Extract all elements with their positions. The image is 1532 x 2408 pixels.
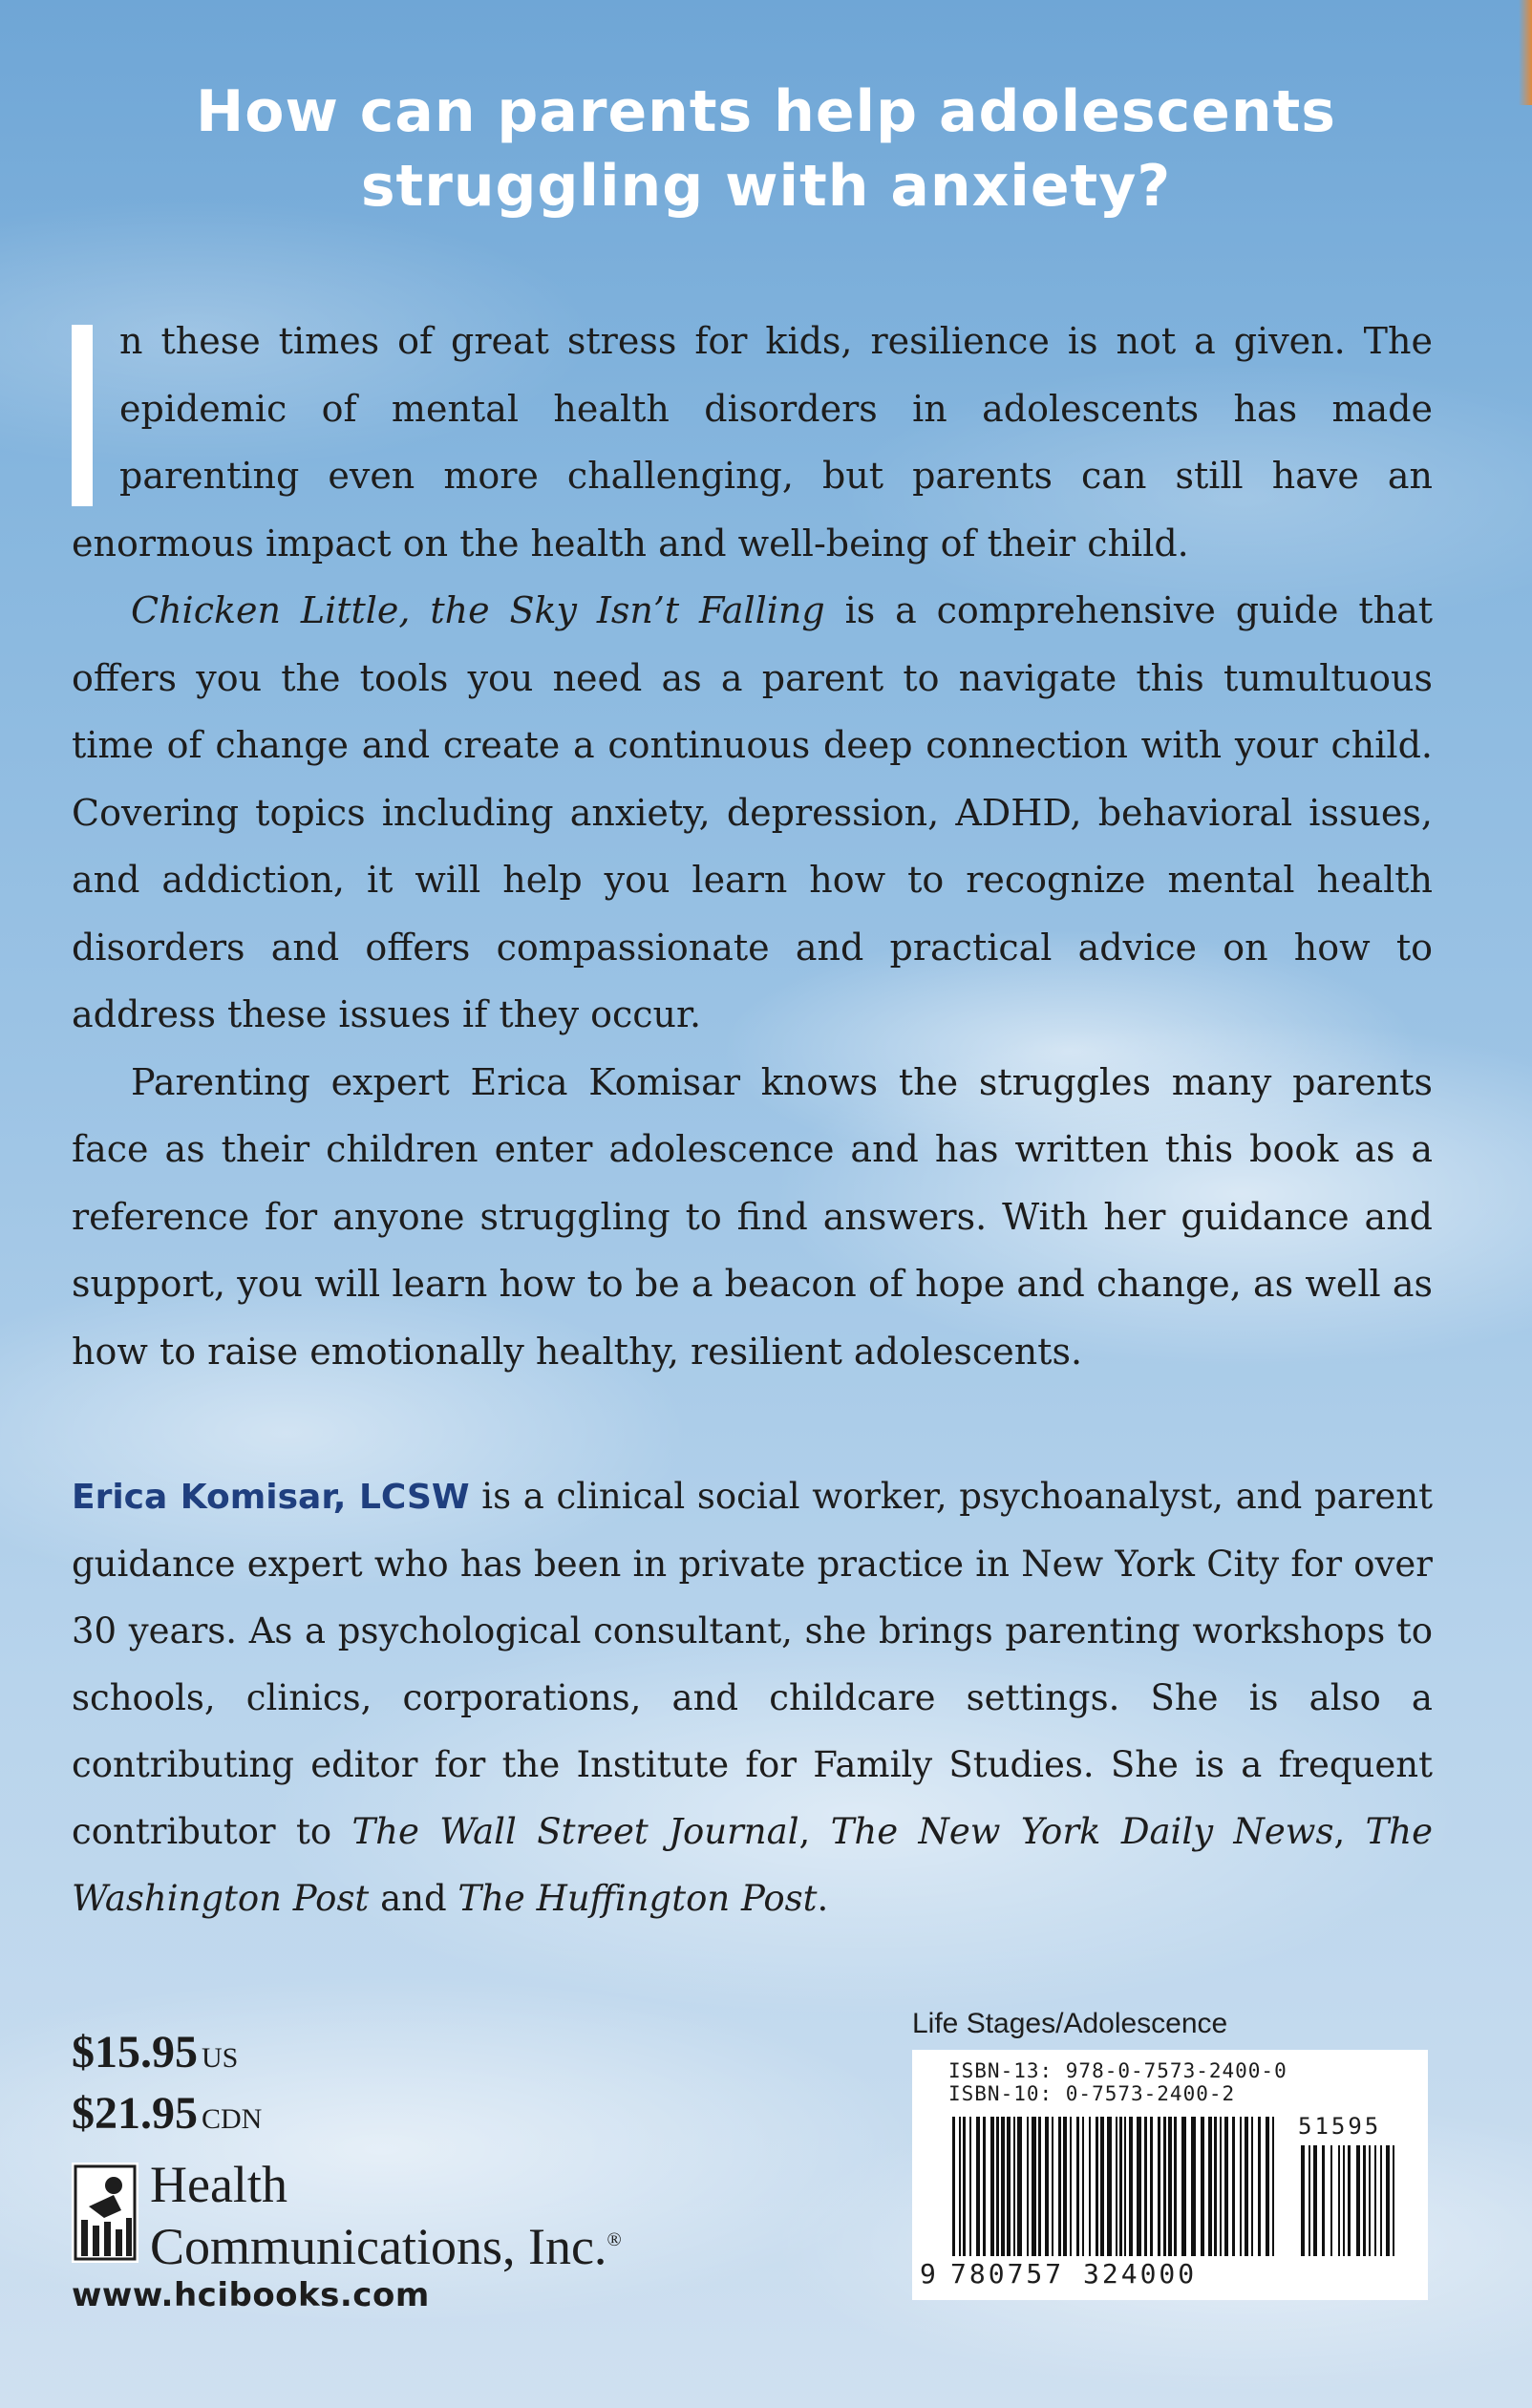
barcode-bar bbox=[1017, 2117, 1022, 2256]
publisher-name bbox=[150, 2157, 622, 2274]
barcode-bar bbox=[1137, 2117, 1141, 2256]
barcode-bar bbox=[1076, 2117, 1079, 2256]
barcode-addon-bar bbox=[1369, 2145, 1371, 2256]
separator: and bbox=[369, 1878, 458, 1919]
barcode-bar bbox=[1240, 2117, 1242, 2256]
bio-end: . bbox=[817, 1878, 829, 1919]
barcode-bar bbox=[952, 2117, 955, 2256]
barcode-bar bbox=[1214, 2117, 1217, 2256]
barcode-bar bbox=[1266, 2117, 1269, 2256]
barcode-bar bbox=[1191, 2117, 1196, 2256]
barcode-bar bbox=[1232, 2117, 1235, 2256]
barcode-bar bbox=[996, 2117, 999, 2256]
barcode-bar bbox=[1038, 2117, 1041, 2256]
paragraph-1 bbox=[72, 308, 1433, 577]
isbn-10: ISBN-10: 0-7573-2400-2 bbox=[948, 2082, 1236, 2105]
dropcap-i bbox=[72, 325, 93, 506]
barcode-bar bbox=[1201, 2117, 1204, 2256]
barcode-bar bbox=[1158, 2117, 1160, 2256]
barcode-bar bbox=[1245, 2117, 1248, 2256]
barcode-addon-bar bbox=[1374, 2145, 1376, 2256]
publication-2: The New York Daily News bbox=[830, 1811, 1334, 1852]
barcode-bar bbox=[1208, 2117, 1212, 2256]
barcode-addon-bar bbox=[1330, 2145, 1332, 2256]
barcode-bar bbox=[969, 2117, 971, 2256]
publisher-website[interactable]: www.hcibooks.com bbox=[72, 2276, 430, 2314]
barcode-bar bbox=[1168, 2117, 1172, 2256]
barcode-bar bbox=[1181, 2117, 1186, 2256]
barcode-addon-bar bbox=[1348, 2145, 1351, 2256]
barcode-box bbox=[912, 2050, 1428, 2300]
headline-line-1: How can parents help adolescents bbox=[196, 78, 1336, 145]
description bbox=[72, 308, 1433, 1385]
publisher-name-line-2: Communications, Inc. bbox=[150, 2218, 607, 2275]
price-us-label: US bbox=[202, 2042, 239, 2074]
barcode-bar bbox=[1163, 2117, 1166, 2256]
separator: , bbox=[798, 1811, 831, 1852]
publication-4: The Huffington Post bbox=[457, 1878, 818, 1919]
barcode-bar bbox=[1001, 2117, 1005, 2256]
headline bbox=[0, 75, 1532, 224]
barcode-addon-bar bbox=[1356, 2145, 1360, 2256]
price-us bbox=[72, 2025, 262, 2086]
barcode-addon-bar bbox=[1338, 2145, 1340, 2256]
paragraph-3: Parenting expert Erica Komisar knows the struggles many parents face as their children enter adolescence and has written this book as a reference for anyone struggling to find answers. With her guidance and support, you will learn how to be a beacon of hope and change, as well as how to raise emotionally healthy, resilient adolescents. bbox=[72, 1060, 1433, 1373]
barcode-bar bbox=[1032, 2117, 1036, 2256]
author-bio bbox=[72, 1463, 1433, 1932]
barcode-bar bbox=[1150, 2117, 1153, 2256]
barcode-bar bbox=[1116, 2117, 1117, 2256]
barcode-bar bbox=[1107, 2117, 1112, 2256]
barcode-bar bbox=[1174, 2117, 1177, 2256]
price-cdn-amount: $21.95 bbox=[72, 2088, 198, 2139]
barcode-bar bbox=[1251, 2117, 1253, 2256]
barcode-bar bbox=[990, 2117, 994, 2256]
headline-line-2: struggling with anxiety? bbox=[360, 153, 1172, 220]
barcode-bar bbox=[1058, 2117, 1061, 2256]
bio-text: is a clinical social worker, psychoanalyst, and parent guidance expert who has been in private practice in New York City for over 30 years. As a psychological consultant, she brings parenting workshops to schools, clinics, corporations, and childcare settings. She is also a contributing editor for the Institute for Family Studies. She is a frequent contributor to bbox=[72, 1476, 1433, 1852]
barcode-bar bbox=[983, 2117, 986, 2256]
barcode-addon-bar bbox=[1380, 2145, 1382, 2256]
registered-mark: ® bbox=[606, 2229, 622, 2250]
publisher-logo-icon bbox=[72, 2163, 138, 2263]
barcode-addon-bar bbox=[1301, 2145, 1305, 2256]
paragraph-2-text: is a comprehensive guide that offers you the tools you need as a parent to navigate this tumultuous time of change and create a continuous deep connection with your child. Covering topics including anxiety, depression, ADHD, behavioral issues, and addiction, it will help you learn how to recognize mental health disorders and offers compassionate and practical advice on how to address these issues if they occur. bbox=[72, 589, 1434, 1035]
publication-1: The Wall Street Journal bbox=[351, 1811, 799, 1852]
price-block bbox=[72, 2025, 262, 2147]
barcode-bar bbox=[1144, 2117, 1147, 2256]
barcode-addon-bar bbox=[1313, 2145, 1317, 2256]
barcode-bar bbox=[1089, 2117, 1091, 2256]
barcode-bar bbox=[1258, 2117, 1261, 2256]
barcode-bar bbox=[1070, 2117, 1072, 2256]
barcode-bar bbox=[1272, 2117, 1274, 2256]
barcode-bar bbox=[1082, 2117, 1084, 2256]
barcode-addon-bar bbox=[1322, 2145, 1325, 2256]
publication-3: The Washington Post bbox=[72, 1811, 1433, 1919]
barcode-number: 780757 324000 bbox=[950, 2258, 1198, 2290]
barcode-addon-bar bbox=[1309, 2145, 1310, 2256]
isbn-13: ISBN-13: 978-0-7573-2400-0 bbox=[948, 2059, 1287, 2082]
barcode-bar bbox=[1063, 2117, 1067, 2256]
barcode-bar bbox=[963, 2117, 966, 2256]
barcode-bar bbox=[1100, 2117, 1104, 2256]
barcode-bar bbox=[1124, 2117, 1126, 2256]
barcode-bar bbox=[1045, 2117, 1049, 2256]
publisher bbox=[72, 2156, 645, 2275]
barcode-bar bbox=[1220, 2117, 1222, 2256]
barcode-bar bbox=[1027, 2117, 1029, 2256]
barcode-bar bbox=[976, 2117, 980, 2256]
barcode-number-prefix: 9 bbox=[920, 2258, 939, 2290]
price-cdn bbox=[72, 2086, 262, 2147]
price-us-amount: $15.95 bbox=[72, 2027, 198, 2078]
author-name: Erica Komisar, LCSW bbox=[72, 1478, 470, 1517]
price-code: 51595 bbox=[1294, 2113, 1385, 2140]
barcode-addon-bar bbox=[1386, 2145, 1390, 2256]
barcode-bar bbox=[1129, 2117, 1133, 2256]
barcode-bar bbox=[1013, 2117, 1015, 2256]
category-label: Life Stages/Adolescence bbox=[912, 2008, 1228, 2039]
paragraph-1-text: n these times of great stress for kids, resilience is not a given. The epidemic of mental health disorders in adolescents has made parenting even more challenging, but parents can still have an enormous impact on the health and well-being of their child. bbox=[72, 320, 1433, 565]
barcode-bar bbox=[1096, 2117, 1098, 2256]
barcode-addon-bar bbox=[1393, 2145, 1394, 2256]
book-title: Chicken Little, the Sky Isn’t Falling bbox=[131, 589, 825, 631]
barcode-bar bbox=[1007, 2117, 1011, 2256]
barcode-bar bbox=[1119, 2117, 1122, 2256]
barcode-addon-bar bbox=[1363, 2145, 1366, 2256]
paragraph-2 bbox=[72, 577, 1433, 1049]
price-cdn-label: CDN bbox=[202, 2103, 263, 2135]
barcode-bar bbox=[1224, 2117, 1228, 2256]
publisher-name-line-1: Health bbox=[150, 2156, 287, 2213]
barcode-bar bbox=[959, 2117, 961, 2256]
barcode-bar bbox=[1052, 2117, 1053, 2256]
separator: , bbox=[1333, 1811, 1366, 1852]
barcode-addon-bar bbox=[1343, 2145, 1345, 2256]
